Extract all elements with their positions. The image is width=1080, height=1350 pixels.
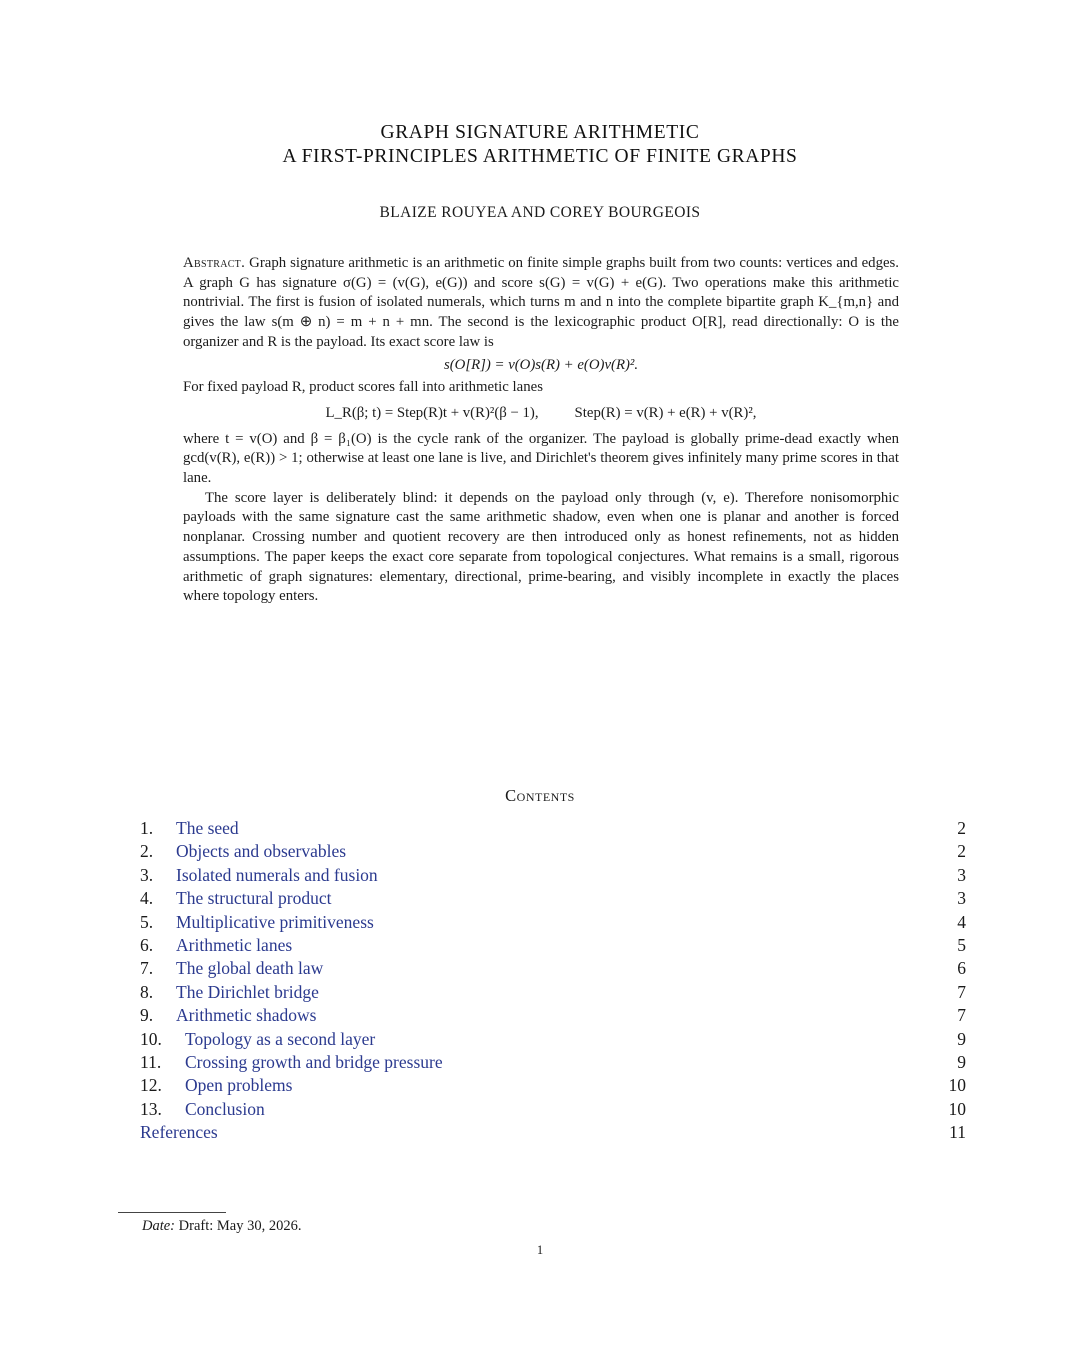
toc-entry-page: 10 [948, 1075, 966, 1096]
contents-heading: Contents [505, 786, 575, 805]
toc-entry[interactable] [140, 935, 966, 958]
toc-entry-number: 7. [140, 958, 154, 979]
toc-entry-number: 11. [140, 1051, 162, 1072]
abstract-paragraph-1 [183, 254, 899, 353]
toc-entry-link[interactable]: Crossing growth and bridge pressure [185, 1051, 443, 1072]
toc-entry-page: 3 [957, 888, 966, 909]
toc-entry-number: 2. [140, 841, 154, 862]
toc-entry-number: 6. [140, 934, 154, 955]
toc-entry-link[interactable]: The seed [176, 818, 239, 838]
toc-entry-number: 1. [140, 818, 154, 838]
toc-entry-link[interactable]: Arithmetic shadows [176, 1005, 317, 1026]
toc-entry[interactable] [140, 1052, 966, 1075]
toc-entry-number: 3. [140, 864, 154, 885]
date-label: Date: [142, 1218, 176, 1234]
toc-entry-page: 11 [949, 1122, 966, 1143]
toc-entry-number: 5. [140, 911, 154, 932]
toc-entry[interactable] [140, 982, 966, 1005]
toc-entry[interactable] [140, 1005, 966, 1028]
toc-entry[interactable] [140, 1029, 966, 1052]
toc-entry-number: 12. [140, 1075, 162, 1096]
toc-entry-number: 10. [140, 1028, 162, 1049]
paper-title-line-2: A FIRST-PRINCIPLES ARITHMETIC OF FINITE GRAPHS [282, 146, 798, 167]
toc-entry-link[interactable]: Open problems [185, 1075, 293, 1096]
score-law-equation: s(O[R]) = v(O)s(R) + e(O)v(R)². [443, 356, 639, 373]
page-number: 1 [536, 1243, 544, 1257]
date-footnote [142, 1218, 301, 1235]
toc-entry-link[interactable]: Multiplicative primitiveness [176, 911, 374, 932]
toc-entry-page: 7 [957, 981, 966, 1002]
toc-entry[interactable] [140, 841, 966, 864]
abstract-paragraph-4: The score layer is deliberately blind: it depends on the payload only through (v, e). Therefore nonisomorphic payloads with the same signature cast the same arithmetic shadow, even when one is planar and another is forced nonplanar. Crossing number and quotient recovery are then introduced only as honest refinements, not as hidden assumptions. The paper keeps the exact core separate from topological conjectures. What remains is a small, rigorous arithmetic of graph signatures: elementary, directional, prime-bearing, and visibly incomplete in exactly the places where topology enters. [183, 489, 899, 605]
toc-entry-link[interactable]: Conclusion [185, 1098, 265, 1119]
abstract [183, 254, 899, 607]
author-list: BLAIZE ROUYEA AND COREY BOURGEOIS [379, 204, 701, 221]
toc-entry-page: 2 [957, 841, 966, 862]
table-of-contents [140, 818, 966, 1145]
toc-entry-page: 4 [957, 911, 966, 932]
toc-entry-link[interactable]: Arithmetic lanes [176, 934, 293, 955]
toc-entry-link[interactable]: References [140, 1122, 218, 1143]
toc-entry-number: 13. [140, 1098, 162, 1119]
toc-entry[interactable] [140, 1122, 966, 1145]
footnote-divider [118, 1212, 226, 1213]
toc-entry[interactable] [140, 1075, 966, 1098]
abstract-heading: Abstract. [183, 255, 246, 271]
toc-entry-page: 9 [957, 1051, 966, 1072]
toc-entry[interactable] [140, 912, 966, 935]
toc-entry-page: 3 [957, 864, 966, 885]
toc-entry-number: 8. [140, 981, 154, 1002]
abstract-text-1: Graph signature arithmetic is an arithmetic on finite simple graphs built from two counts: vertices and edges. A graph G has signature σ(G) = (v(G), e(G)) and score s(G) = v(G) + e(G). Two operations make this arithmetic nontrivial. The first is fusion of isolated numerals, which turns m and n into the complete bipartite graph K_{m,n} and gives the law s(m ⊕ n) = m + n + mn. The second is the lexicographic product O[R], read directionally: O is the organizer and R is the payload. Its exact score law is [183, 255, 899, 350]
toc-entry-link[interactable]: Objects and observables [176, 841, 347, 862]
toc-entry-number: 9. [140, 1005, 154, 1026]
toc-entry-page: 6 [957, 958, 966, 979]
toc-entry-link[interactable]: The structural product [176, 888, 332, 909]
abstract-paragraph-2: For fixed payload R, product scores fall into arithmetic lanes [183, 379, 543, 396]
toc-entry[interactable] [140, 865, 966, 888]
abstract-paragraph-3: where t = v(O) and β = β₁(O) is the cycle rank of the organizer. The payload is globally prime-dead exactly when gcd(v(R), e(R)) > 1; otherwise at least one lane is live, and Dirichlet's theorem gives infinitely many prime scores in that lane. [183, 430, 899, 487]
toc-entry-link[interactable]: Topology as a second layer [185, 1028, 376, 1049]
toc-entry-page: 2 [957, 818, 966, 838]
paper-title-line-1: GRAPH SIGNATURE ARITHMETIC [380, 122, 700, 143]
toc-entry[interactable] [140, 888, 966, 911]
toc-entry[interactable] [140, 958, 966, 981]
step-equation: Step(R) = v(R) + e(R) + v(R)², [574, 404, 757, 421]
toc-entry[interactable] [140, 818, 966, 841]
toc-entry-page: 7 [957, 1005, 966, 1026]
toc-entry-link[interactable]: Isolated numerals and fusion [176, 864, 378, 885]
toc-entry-page: 5 [957, 934, 966, 955]
toc-entry-page: 10 [948, 1098, 966, 1119]
toc-entry-link[interactable]: The Dirichlet bridge [176, 981, 319, 1002]
toc-entry-link[interactable]: The global death law [176, 958, 324, 979]
toc-entry-number: 4. [140, 888, 154, 909]
date-text: Draft: May 30, 2026. [178, 1218, 302, 1234]
toc-entry[interactable] [140, 1099, 966, 1122]
lane-equations [183, 404, 899, 424]
toc-entry-page: 9 [957, 1028, 966, 1049]
lane-equation: L_R(β; t) = Step(R)t + v(R)²(β − 1), [325, 404, 539, 421]
